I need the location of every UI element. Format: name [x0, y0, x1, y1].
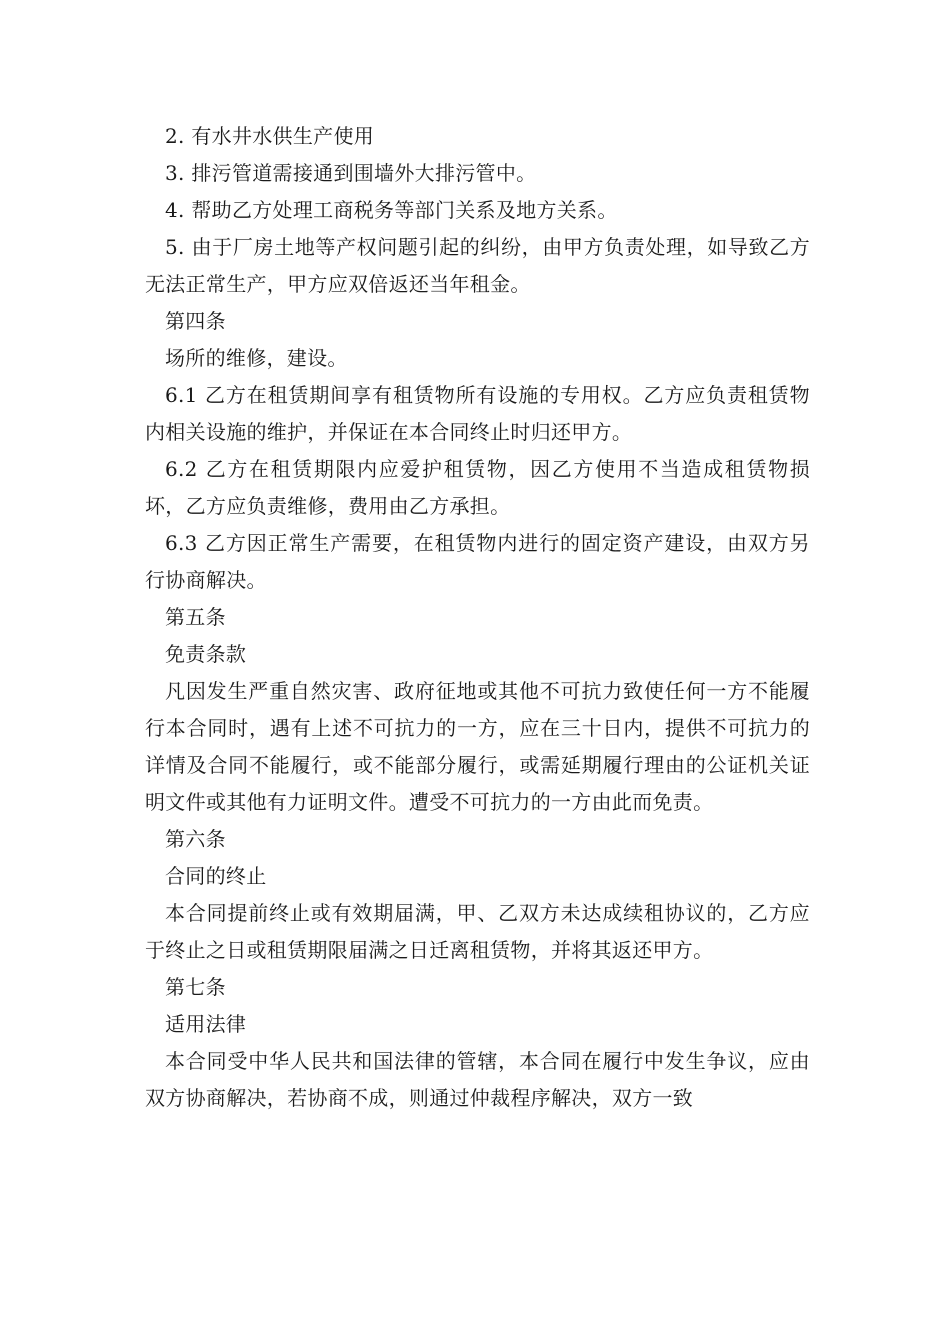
article-7-title: 适用法律: [165, 1012, 247, 1036]
clause-6-2: 6.2 乙方在租赁期限内应爱护租赁物，因乙方使用不当造成租赁物损坏，乙方应负责维修，费用由乙方承担。: [145, 457, 810, 518]
article-6-title: 合同的终止: [165, 864, 267, 888]
paragraph-sewage: 3. 排污管道需接通到围墙外大排污管中。: [165, 161, 537, 185]
termination-text: 本合同提前终止或有效期届满，甲、乙双方未达成续租协议的，乙方应于终止之日或租赁期限届满之日迁离租赁物，并将其返还甲方。: [145, 901, 810, 962]
paragraph-assist-relations: 4. 帮助乙方处理工商税务等部门关系及地方关系。: [165, 198, 618, 222]
force-majeure-text: 凡因发生严重自然灾害、政府征地或其他不可抗力致使任何一方不能履行本合同时，遇有上述不可抗力的一方，应在三十日内，提供不可抗力的详情及合同不能履行，或不能部分履行，或需延期履行理由的公证机关证明文件或其他有力证明文件。遭受不可抗力的一方由此而免责。: [145, 679, 810, 814]
article-7-heading: 第七条: [165, 975, 226, 999]
article-4-heading: 第四条: [165, 309, 226, 333]
clause-6-3: 6.3 乙方因正常生产需要，在租赁物内进行的固定资产建设，由双方另行协商解决。: [145, 531, 810, 592]
article-4-title: 场所的维修，建设。: [165, 346, 348, 370]
paragraph-property-disputes: 5. 由于厂房土地等产权问题引起的纠纷，由甲方负责处理，如导致乙方无法正常生产，甲方应双倍返还当年租金。: [145, 235, 810, 296]
document-body: [145, 118, 810, 1117]
article-5-heading: 第五条: [165, 605, 226, 629]
clause-6-1: 6.1 乙方在租赁期间享有租赁物所有设施的专用权。乙方应负责租赁物内相关设施的维护，并保证在本合同终止时归还甲方。: [145, 383, 810, 444]
article-6-heading: 第六条: [165, 827, 226, 851]
article-5-title: 免责条款: [165, 642, 247, 666]
governing-law-text: 本合同受中华人民共和国法律的管辖，本合同在履行中发生争议，应由双方协商解决，若协商不成，则通过仲裁程序解决，双方一致: [145, 1049, 810, 1110]
paragraph-water-supply: 2. 有水井水供生产使用: [165, 124, 375, 148]
